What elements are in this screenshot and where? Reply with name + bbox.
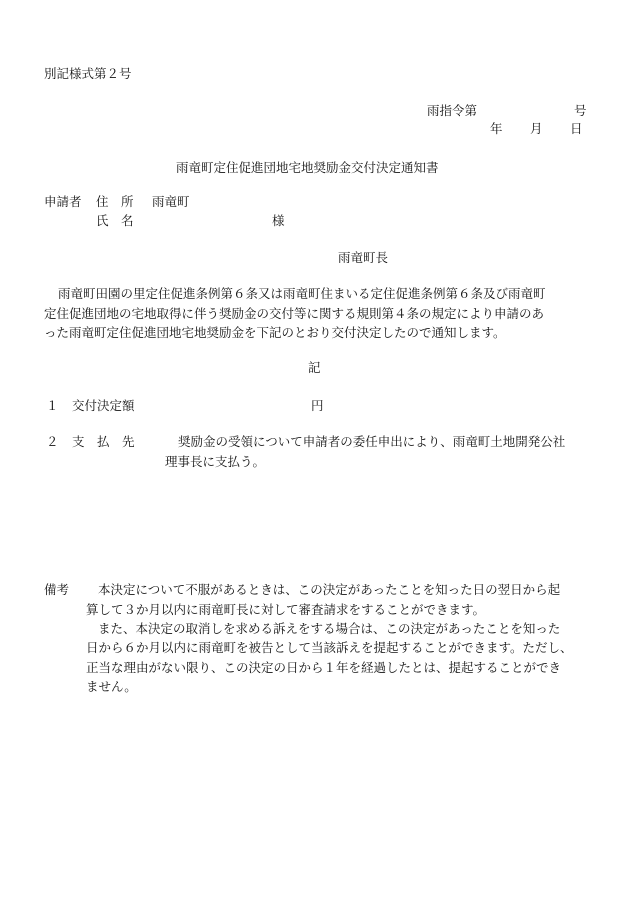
date-month: 月 [530, 121, 543, 136]
notice-number-suffix: 号 [574, 103, 587, 118]
address-value: 雨竜町 [152, 194, 190, 209]
body-line-2: 定住促進団地の宅地取得に伴う奨励金の交付等に関する規則第４条の規定により申請のあ [44, 306, 545, 321]
item-2-line-2: 理事長に支払う。 [165, 454, 266, 469]
body-line-3: った雨竜町定住促進団地宅地奨励金を下記のとおり交付決定したので通知します。 [44, 325, 506, 340]
address-label: 住 所 [96, 194, 134, 209]
document-title: 雨竜町定住促進団地宅地奨励金交付決定通知書 [176, 160, 439, 175]
remarks-label: 備考 [44, 582, 70, 597]
issuer: 雨竜町長 [338, 250, 389, 265]
remarks-line-3: また、本決定の取消しを求める訴えをする場合は、この決定があったことを知った [98, 621, 561, 636]
remarks-line-5: 正当な理由がない限り、この決定の日から１年を経過したとは、提起することができ [86, 660, 562, 675]
remarks-line-1: 本決定について不服があるときは、この決定があったことを知った日の翌日から起 [98, 582, 561, 597]
notice-number-prefix: 雨指令第 [427, 103, 478, 118]
item-1-number: １ [46, 398, 59, 413]
item-1-unit: 円 [311, 398, 324, 413]
form-number: 別記様式第２号 [44, 66, 132, 81]
date-day: 日 [570, 121, 583, 136]
item-2-label: 支 払 先 [72, 434, 135, 449]
ki-marker: 記 [308, 360, 321, 375]
item-2-line-1: 奨励金の受領について申請者の委任申出により、雨竜町土地開発公社 [178, 434, 566, 449]
applicant-label: 申請者 [44, 194, 82, 209]
honorific: 様 [272, 213, 285, 228]
remarks-line-6: ません。 [86, 679, 137, 694]
date-year: 年 [490, 121, 503, 136]
name-label: 氏 名 [96, 213, 134, 228]
item-1-label: 交付決定額 [72, 398, 135, 413]
item-2-number: ２ [46, 434, 59, 449]
body-line-1: 雨竜町田園の里定住促進条例第６条又は雨竜町住まいる定住促進条例第６条及び雨竜町 [58, 286, 546, 301]
remarks-line-4: 日から６か月以内に雨竜町を被告として当該訴えを提起することができます。ただし、 [86, 640, 573, 655]
remarks-line-2: 算して３か月以内に雨竜町長に対して審査請求をすることができます。 [86, 602, 486, 617]
